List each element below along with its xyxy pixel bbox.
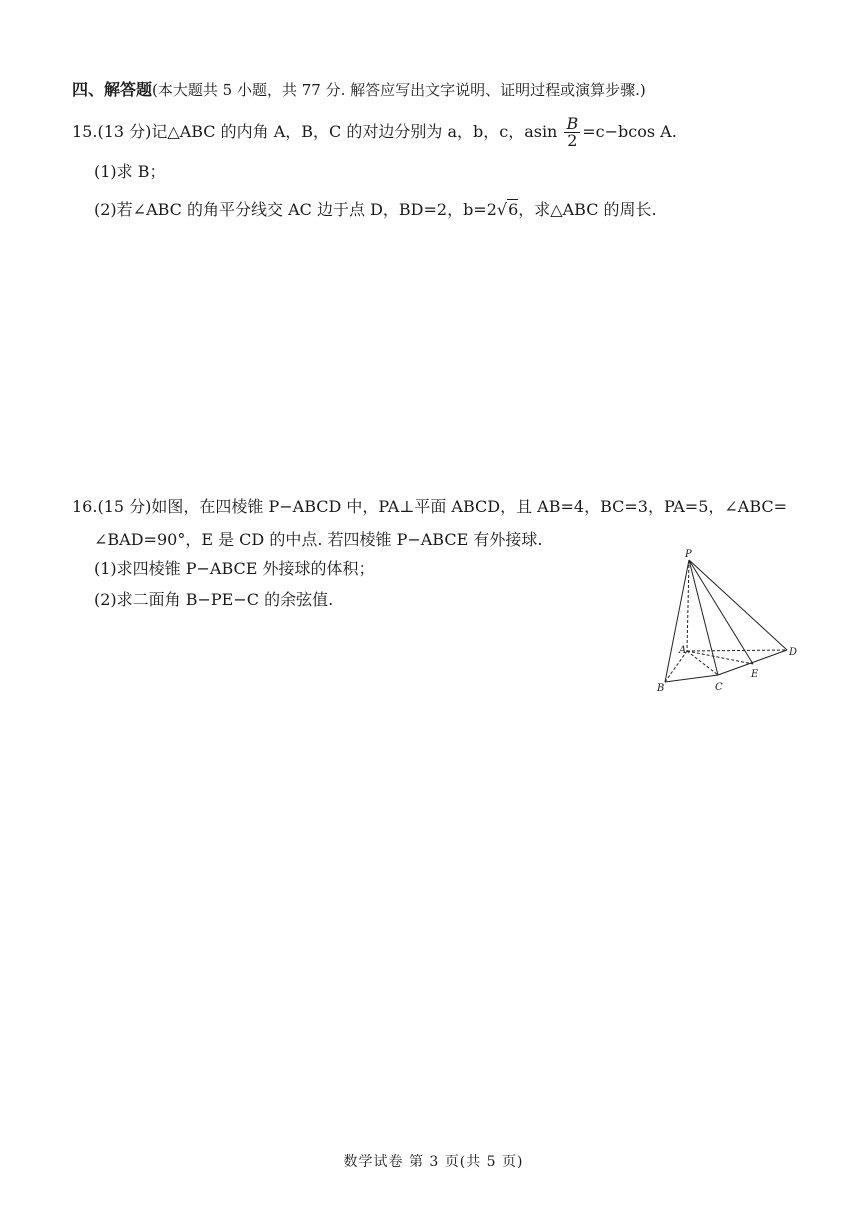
q15-frac-num: B [566,114,579,133]
edge-ad [687,650,787,651]
label-p: P [685,549,692,560]
q15-points: (13 分) [97,122,152,141]
q15-part2-b: ，求△ABC 的周长. [518,200,657,219]
q15-part2-sqrt: 6 [508,200,519,219]
edge-pe [689,560,753,664]
section-heading [72,78,832,102]
pyramid-figure [650,548,800,698]
q15-stem [72,116,677,149]
q15-frac-den: 2 [567,131,578,150]
label-d: D [789,647,798,658]
edge-bc [665,675,718,682]
edge-ae [687,651,753,664]
q16-stem-1: 如图，在四棱锥 P−ABCD 中，PA⊥平面 ABCD，且 AB=4，BC=3，PA=5，∠ABC= [151,497,788,516]
label-e: E [751,669,759,680]
q15-stem-a: 记△ABC 的内角 A，B，C 的对边分别为 a，b，c，asin [151,122,558,141]
q16-stem-line2: ∠BAD=90°，E 是 CD 的中点. 若四棱锥 P−ABCE 有外接球. [94,530,543,549]
section-note: (本大题共 5 小题，共 77 分. 解答应写出文字说明、证明过程或演算步骤.) [152,81,646,99]
q15-number: 15. [72,122,98,141]
q15-part2-a: (2)若∠ABC 的角平分线交 AC 边于点 D，BD=2，b=2 [94,200,497,219]
q15-fraction [564,116,580,149]
q15-part1: (1)求 B； [94,162,166,181]
q16-part2: (2)求二面角 B−PE−C 的余弦值. [94,590,334,609]
section-title: 四、解答题 [72,80,153,99]
label-b: B [657,683,665,694]
q16-part1: (1)求四棱锥 P−ABCE 外接球的体积； [94,559,375,578]
q16-stem-line1 [72,495,787,519]
page-footer: 数学试卷 第 3 页(共 5 页) [343,1154,524,1170]
q15-part2 [94,198,657,222]
label-c: C [715,682,723,693]
edge-pa [687,560,689,651]
q16-points: (15 分) [97,497,152,516]
q16-number: 16. [72,497,98,516]
sqrt-symbol: √ [496,200,508,219]
q15-stem-b: =c−bcos A. [582,122,677,141]
edge-pb [665,560,689,682]
edge-pd [689,560,787,650]
label-a: A [679,645,687,656]
edge-pc [689,560,718,675]
